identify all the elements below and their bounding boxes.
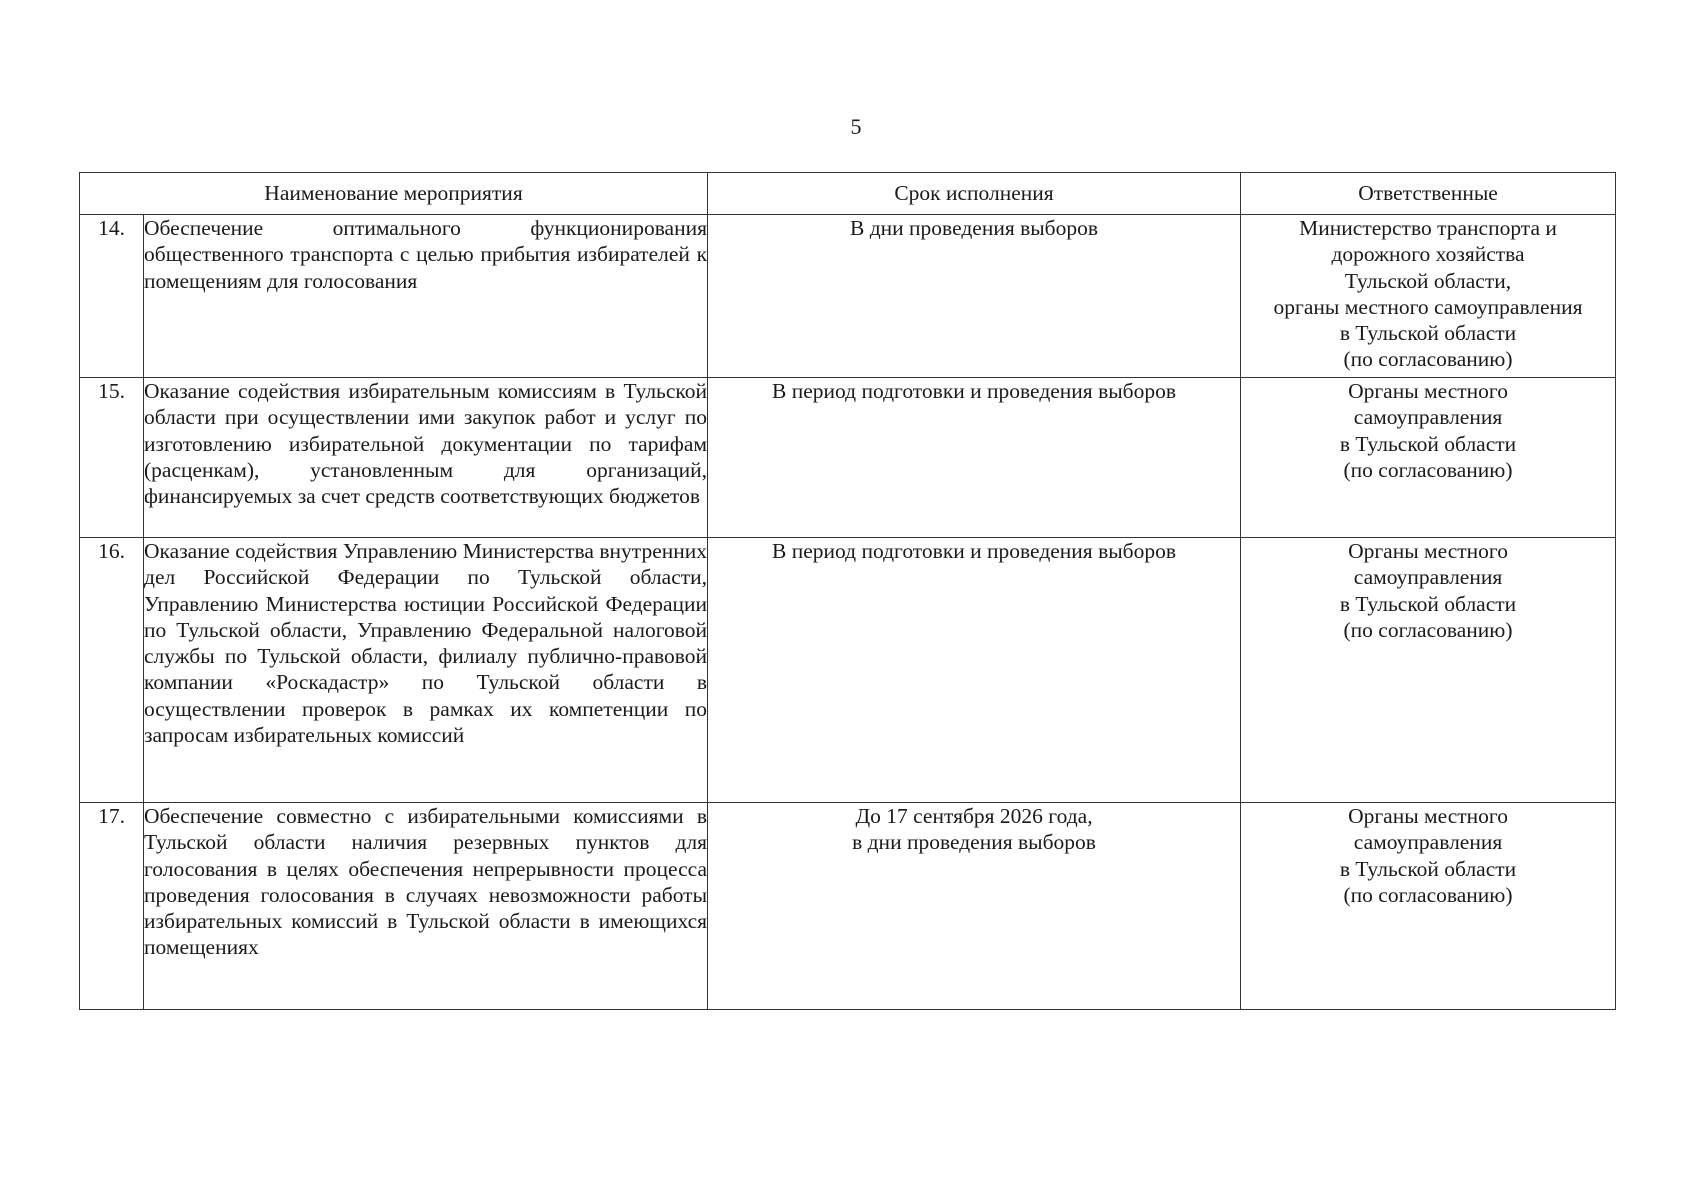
table-row: [80, 378, 1616, 538]
header-name: Наименование мероприятия: [80, 173, 708, 215]
header-responsible: Ответственные: [1241, 173, 1616, 215]
deadline-line: До 17 сентября 2026 года,: [855, 804, 1093, 828]
row-number: 16.: [80, 538, 144, 803]
responsible-line: Органы местного: [1348, 539, 1508, 563]
deadline-line: В дни проведения выборов: [850, 216, 1099, 240]
responsible: [1241, 538, 1616, 803]
responsible-line: органы местного самоуправления: [1273, 294, 1583, 319]
responsible-line: в Тульской области: [1339, 321, 1517, 346]
responsible-line: (по согласованию): [1343, 617, 1513, 642]
responsible: [1241, 803, 1616, 1010]
deadline: [708, 215, 1241, 378]
responsible-line: Тульской области,: [1344, 268, 1512, 293]
table-row: [80, 538, 1616, 803]
deadline-line: в дни проведения выборов: [852, 830, 1096, 855]
responsible-line: (по согласованию): [1343, 347, 1513, 372]
responsible-line: Министерство транспорта и: [1299, 216, 1557, 240]
responsible-line: самоуправления: [1353, 405, 1503, 430]
responsible: [1241, 215, 1616, 378]
measure-name: Оказание содействия Управлению Министерства внутренних дел Российской Федерации по Тульской области, Управлению Министерства юстиции Российской Федерации по Тульской области, Управлению Федеральной налоговой службы по Тульской области, филиалу публично-правовой компании «Роскадастр» по Тульской области в осуществлении проверок в рамках их компетенции по запросам избирательных комиссий: [144, 538, 708, 803]
measure-name: Оказание содействия избирательным комиссиям в Тульской области при осуществлении ими закупок работ и услуг по изготовлению избирательной документации по тарифам (расценкам), установленным для организаций, финансируемых за счет средств соответствующих бюджетов: [144, 378, 708, 538]
responsible-line: в Тульской области: [1339, 591, 1517, 616]
measure-name: Обеспечение совместно с избирательными комиссиями в Тульской области наличия резервных пунктов для голосования в целях обеспечения непрерывности процесса проведения голосования в случаях невозможности работы избирательных комиссий в Тульской области в имеющихся помещениях: [144, 803, 708, 1010]
table-row: [80, 215, 1616, 378]
row-number: 15.: [80, 378, 144, 538]
responsible-line: (по согласованию): [1343, 882, 1513, 907]
table-header-row: [80, 173, 1616, 215]
table-row: [80, 803, 1616, 1010]
responsible-line: Органы местного: [1348, 379, 1508, 403]
measures-table: [79, 172, 1616, 1010]
responsible-line: в Тульской области: [1339, 856, 1517, 881]
responsible-line: самоуправления: [1353, 565, 1503, 590]
responsible-line: дорожного хозяйства: [1331, 242, 1525, 267]
deadline: [708, 378, 1241, 538]
deadline: [708, 538, 1241, 803]
row-number: 14.: [80, 215, 144, 378]
deadline-line: В период подготовки и проведения выборов: [772, 379, 1177, 403]
responsible: [1241, 378, 1616, 538]
responsible-line: Органы местного: [1348, 804, 1508, 828]
responsible-line: (по согласованию): [1343, 457, 1513, 482]
measure-name: Обеспечение оптимального функционирования общественного транспорта с целью прибытия избирателей к помещениям для голосования: [144, 215, 708, 378]
row-number: 17.: [80, 803, 144, 1010]
responsible-line: самоуправления: [1353, 830, 1503, 855]
deadline: [708, 803, 1241, 1010]
responsible-line: в Тульской области: [1339, 431, 1517, 456]
header-term: Срок исполнения: [708, 173, 1241, 215]
page-number: 5: [850, 114, 862, 139]
deadline-line: В период подготовки и проведения выборов: [772, 539, 1177, 563]
